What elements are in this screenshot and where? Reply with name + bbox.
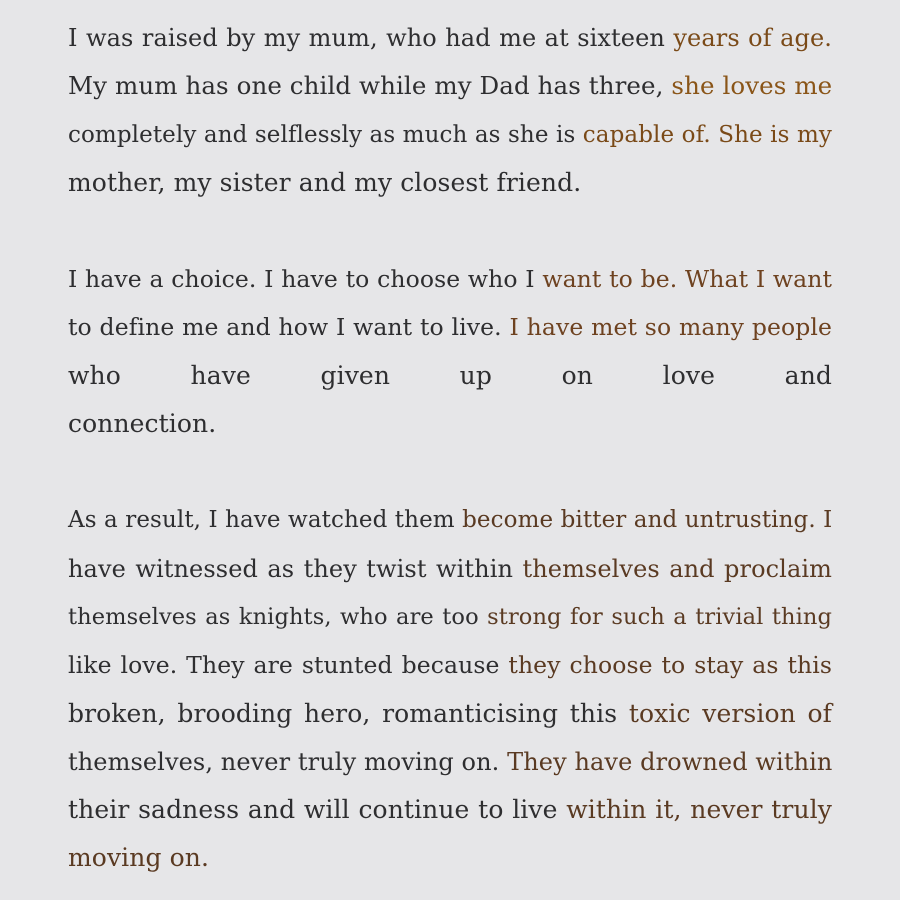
text-segment: moving on. [68,843,210,873]
text-segment: I was raised by my mum, who had me at sixteen [68,24,674,52]
text-segment: years of age. [673,24,832,52]
text-line [68,400,832,448]
text-line [68,738,832,786]
text-segment: themselves and proclaim [522,554,832,583]
paragraph-3 [68,496,832,882]
text-segment: I have a choice. I have to choose who I [68,265,543,294]
text-segment: she loves me [671,71,833,101]
text-segment: themselves as knights, who are too [68,603,488,630]
text-segment: strong for such a trivial thing [487,603,833,630]
text-segment: I have met so many people [509,313,832,342]
text-segment: They have drowned within [507,747,833,776]
text-segment: mother, my sister and my closest friend. [68,167,582,197]
text-line [68,14,832,62]
text-line [68,786,832,834]
text-segment: connection. [68,409,217,439]
text-line [68,641,832,689]
text-line [68,690,832,738]
text-segment: capable of. She is my [582,121,832,148]
text-segment: to define me and how I want to live. [68,313,510,342]
text-segment: like love. They are stunted because [68,651,509,680]
paragraph-2 [68,255,832,448]
text-line [68,352,832,400]
text-line [68,159,832,207]
text-segment: As a result, I have watched them [68,507,463,534]
text-segment: they choose to stay as this [508,651,833,680]
text-segment: themselves, never truly moving on. [68,747,508,776]
text-segment: want to be. What I want [542,265,832,294]
text-segment: My mum has one child while my Dad has three, [68,71,672,101]
text-segment: within it, never truly [566,795,832,825]
text-line [68,593,832,641]
text-line [68,545,832,593]
text-segment: who have given up on love and [68,360,832,390]
text-line [68,255,832,303]
text-line [68,62,832,110]
paragraph-1 [68,14,832,207]
text-line [68,111,832,159]
text-segment: their sadness and will continue to live [68,795,567,825]
text-line [68,834,832,882]
text-line [68,496,832,544]
text-segment: completely and selflessly as much as she is [68,121,583,148]
text-segment: have witnessed as they twist within [68,554,523,583]
text-segment: become bitter and untrusting. I [462,507,833,534]
text-segment: toxic version of [628,698,833,728]
text-segment: broken, brooding hero, romanticising this [68,698,629,728]
text-line [68,303,832,351]
